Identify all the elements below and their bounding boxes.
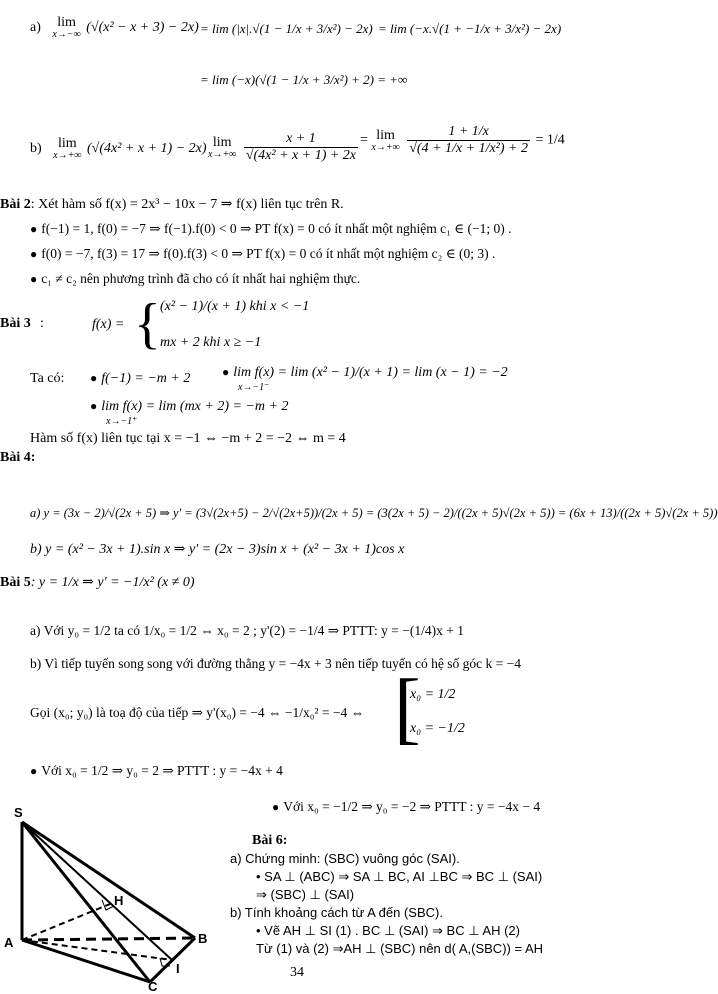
bai3-case2: mx + 2 khi x ≥ −1 bbox=[160, 335, 262, 350]
edge-SB bbox=[22, 822, 195, 938]
bai3-l2: ● lim f(x) = lim (x² − 1)/(x + 1) = lim (x − 1) = −2 x→−1⁻ bbox=[222, 365, 508, 393]
label-C: C bbox=[148, 979, 158, 994]
bracket: [ bbox=[394, 664, 421, 752]
bai2-bullet-3: ● c₁ ≠ c₂ nên phương trình đã cho có ít nhất hai nghiệm thực. bbox=[30, 271, 361, 286]
edge-AB bbox=[22, 938, 195, 940]
b-mid-den: √(4x² + x + 1) + 2x bbox=[245, 148, 357, 163]
bai3-l2-text: lim f(x) = lim (x² − 1)/(x + 1) = lim (x − 1) = −2 bbox=[233, 365, 508, 380]
lim-label: lim bbox=[58, 136, 77, 151]
bai3-case1: (x² − 1)/(x + 1) khi x < −1 bbox=[160, 299, 310, 314]
bai5-b: b) Vì tiếp tuyến song song với đường thẳng y = −4x + 3 nên tiếp tuyến có hệ số góc k = −4 bbox=[30, 656, 521, 671]
label-B: B bbox=[198, 931, 208, 946]
bai6-a1: • SA ⊥ (ABC) ⇒ SA ⊥ BC, AI ⊥BC ⇒ BC ⊥ (SAI) bbox=[256, 869, 543, 884]
bai6-a: a) Chứng minh: (SBC) vuông góc (SAI). bbox=[230, 851, 460, 866]
bai6-a2: ⇒ (SBC) ⊥ (SAI) bbox=[256, 887, 355, 902]
bai5-w2: ● Với x₀ = −1/2 ⇒ y₀ = −2 ⇒ PTTT : y = −4x − 4 bbox=[272, 799, 541, 814]
label-A: A bbox=[4, 935, 14, 950]
bai3-l1-text: f(−1) = −m + 2 bbox=[101, 371, 191, 386]
b-rhs-den: √(4 + 1/x + 1/x²) + 2 bbox=[409, 141, 528, 156]
bai6-b: b) Tính khoảng cách từ A đến (SBC). bbox=[230, 905, 443, 920]
bai5-sol2: x₀ = −1/2 bbox=[410, 721, 465, 736]
part-b-label: b) bbox=[30, 141, 42, 157]
bai2-title: Bài 2 bbox=[0, 197, 31, 212]
bai6-title: Bài 6: bbox=[252, 833, 288, 848]
bai6-b1: • Vẽ AH ⊥ SI (1) . BC ⊥ (SAI) ⇒ BC ⊥ AH (2) bbox=[256, 923, 520, 938]
edge-SC bbox=[22, 822, 150, 982]
edge-AI bbox=[22, 940, 172, 960]
bai6-b2: Từ (1) và (2) ⇒AH ⊥ (SBC) nên d( A,(SBC)) = AH bbox=[256, 941, 544, 956]
bai3-taco: Ta có: bbox=[30, 371, 65, 386]
a-line2: = lim (−x)(√(1 − 1/x + 3/x²) + 2) = +∞ bbox=[200, 72, 408, 87]
page-number: 34 bbox=[290, 965, 304, 980]
b-rhs-num: 1 + 1/x bbox=[407, 125, 530, 141]
bai3-conclusion: Hàm số f(x) liên tục tại x = −1 ⇔ −m + 2 = −2 ⇔ m = 4 bbox=[30, 431, 346, 446]
bai5-w1: ● Với x₀ = 1/2 ⇒ y₀ = 2 ⇒ PTTT : y = −4x + 4 bbox=[30, 763, 283, 778]
bai5-intro: : y = 1/x ⇒ y' = −1/x² (x ≠ 0) bbox=[30, 575, 195, 590]
lim-sub: x→+∞ bbox=[53, 150, 82, 161]
bai6-title-text: Bài 6 bbox=[252, 833, 283, 848]
bai4-a: a) y = (3x − 2)/√(2x + 5) ⇒ y' = (3√(2x+5) − 2/√(2x+5))/(2x + 5) = (3(2x + 5) − 2)/((2x + 5)√(2x + 5)) = (6x + 13)/((2x + 5)√(2x + 5)) bbox=[30, 506, 718, 520]
bai2-intro: : Xét hàm số f(x) = 2x³ − 10x − 7 ⇒ f(x) liên tục trên R. bbox=[30, 197, 344, 212]
bai5-goi: Gọi (x₀; y₀) là toạ độ của tiếp ⇒ y'(x₀) = −4 ⇔ −1/x₀² = −4 ⇔ bbox=[30, 705, 365, 720]
lim-label: lim bbox=[57, 15, 76, 30]
lim-sub: x→+∞ bbox=[208, 148, 237, 160]
brace: { bbox=[134, 293, 161, 355]
bai3-title: Bài 3 bbox=[0, 316, 31, 331]
bai3-l3-text: lim f(x) = lim (mx + 2) = −m + 2 bbox=[101, 399, 289, 414]
part-a-label: a) bbox=[30, 20, 41, 36]
b-mid-num: x + 1 bbox=[244, 132, 358, 148]
bai5-w1-text: Với x₀ = 1/2 ⇒ y₀ = 2 ⇒ PTTT : y = −4x + 4 bbox=[41, 763, 283, 778]
a-lhs: (√(x² − x + 3) − 2x) bbox=[86, 20, 199, 36]
bai3-f: f(x) = bbox=[92, 317, 125, 332]
bai2-b1-text: f(−1) = 1, f(0) = −7 ⇒ f(−1).f(0) < 0 ⇒ PT f(x) = 0 có ít nhất một nghiệm c₁ ∈ (−1; 0) . bbox=[41, 221, 512, 236]
lim-label: lim bbox=[376, 127, 395, 143]
bai4-title-text: Bài 4 bbox=[0, 450, 31, 465]
lim-label: lim bbox=[212, 134, 232, 150]
bai2-bullet-1: ● f(−1) = 1, f(0) = −7 ⇒ f(−1).f(0) < 0 ⇒ PT f(x) = 0 có ít nhất một nghiệm c₁ ∈ (−1; 0) . bbox=[30, 221, 512, 236]
bai4-title: Bài 4: bbox=[0, 450, 36, 465]
b-result: = 1/4 bbox=[535, 132, 565, 148]
bai5-w2-text: Với x₀ = −1/2 ⇒ y₀ = −2 ⇒ PTTT : y = −4x − 4 bbox=[283, 799, 541, 814]
lim-sub: x→+∞ bbox=[371, 141, 400, 153]
lim-sub: x→−1⁺ bbox=[106, 416, 138, 427]
a-line1-mid: = lim (|x|.√(1 − 1/x + 3/x²) − 2x) bbox=[200, 21, 373, 36]
bai3-l3: ● lim f(x) = lim (mx + 2) = −m + 2 x→−1⁺ bbox=[90, 399, 289, 427]
edge-AH bbox=[22, 904, 110, 940]
bai5-sol1: x₀ = 1/2 bbox=[410, 687, 456, 702]
bai2-bullet-2: ● f(0) = −7, f(3) = 17 ⇒ f(0).f(3) < 0 ⇒ PT f(x) = 0 có ít nhất một nghiệm c₂ ∈ (0; 3) . bbox=[30, 246, 496, 261]
b-lhs: (√(4x² + x + 1) − 2x) bbox=[87, 141, 207, 157]
bai2-b3-text: c₁ ≠ c₂ nên phương trình đã cho có ít nhất hai nghiệm thực. bbox=[41, 271, 361, 286]
label-I: I bbox=[176, 961, 180, 976]
bai5-title: Bài 5 bbox=[0, 575, 31, 590]
label-H: H bbox=[114, 893, 124, 908]
edge-AC bbox=[22, 940, 150, 982]
edge-CB bbox=[150, 938, 195, 982]
bai5-a: a) Với y₀ = 1/2 ta có 1/x₀ = 1/2 ⇔ x₀ = 2 ; y'(2) = −1/4 ⇒ PTTT: y = −(1/4)x + 1 bbox=[30, 623, 464, 638]
bai4-b: b) y = (x² − 3x + 1).sin x ⇒ y' = (2x − 3)sin x + (x² − 3x + 1)cos x bbox=[30, 542, 405, 557]
bai2-b2-text: f(0) = −7, f(3) = 17 ⇒ f(0).f(3) < 0 ⇒ PT f(x) = 0 có ít nhất một nghiệm c₂ ∈ (0; 3) . bbox=[41, 246, 496, 261]
b-rhs: = lim x→+∞ $\frac{1 + 1/x}{\text{√(4 + 1/x + 1/x²) + 2}}$ = 1/4 bbox=[360, 124, 565, 156]
pyramid-figure bbox=[0, 0, 240, 994]
bai3-l1: ● f(−1) = −m + 2 bbox=[90, 371, 191, 386]
label-S: S bbox=[14, 805, 23, 820]
lim-sub: x→−1⁻ bbox=[238, 382, 270, 393]
lim-sub: x→−∞ bbox=[52, 29, 81, 40]
a-line1-rhs: = lim (−x.√(1 + −1/x + 3/x²) − 2x) bbox=[378, 21, 562, 36]
